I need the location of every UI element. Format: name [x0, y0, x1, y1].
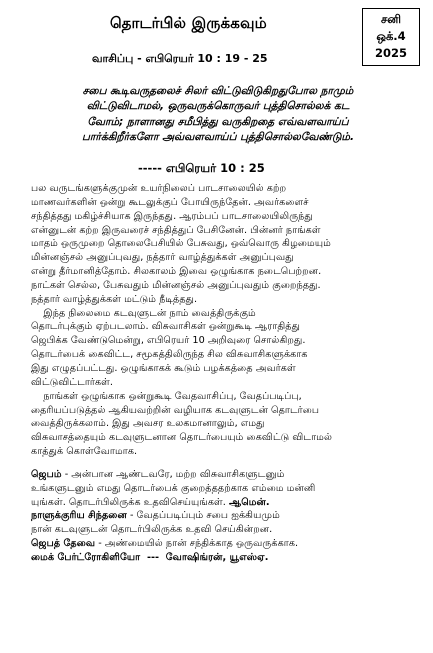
body-line: என்னுடன் கற்ற இருவரைச் சந்தித்துப் பேசினேன். பின்னர் நாங்கள் [31, 224, 321, 236]
thought-text: - வேதப்படிப்பும் சபை ஐக்கியமும் [126, 510, 280, 522]
theme-line: சபை கூடிவருதலைச் சிலர் விட்டுவிடுகிறதுபோல நாமும் [82, 85, 354, 97]
body-line: இது எழுதப்பட்டது. ஒழுங்காகக் கூடும் பழக்கத்தை அவர்கள் [31, 362, 296, 374]
body-line: மின்னஞ்சல் அனுப்புவது, நத்தார் வாழ்த்துக்கள் அனுப்புவது [31, 252, 294, 264]
date-day: சனி [380, 12, 402, 26]
prayer-need-label: ஜெபத் தேவை [31, 538, 96, 550]
theme-line: பார்க்கிறீர்களோ அவ்வளவாய்ப் புத்திசொல்லவேண்டும். [82, 131, 354, 144]
body-line: ஜெபிக்க வேண்டுமென்று, எபிரெயர் 10 அறிவுரை சொல்கிறது. [31, 335, 306, 347]
theme-line: விட்டுவிடாமல், ஒருவருக்கொருவர் புத்திசொல்லக் கட [86, 100, 350, 113]
body-line: தொடர்புக்கும் ஏற்படலாம். விசுவாசிகள் ஒன்றுகூடி ஆராதித்து [31, 321, 300, 333]
amen-text: ஆமென். [228, 496, 270, 508]
page-title: தொடர்பில் இருக்கவும் [110, 14, 267, 32]
body-line: தொடர்பைக் கைவிட்ட, சமூகத்திலிருந்த சில விசுவாசிகளுக்காக [31, 349, 308, 361]
date-month: ஒக்.4 [376, 29, 406, 43]
prayer-label: ஜெபம் [31, 468, 62, 480]
thought-label: நாளுக்குரிய சிந்தனை [31, 510, 127, 522]
prayer-text: உங்களுடனும் எமது தொடர்பைக் குறைத்ததற்காக எம்மை மன்னி [31, 482, 316, 494]
thought-text: நான் கடவுளுடன் தொடர்பிலிருக்க உதவி செய்கின்றன. [31, 524, 273, 536]
body-line: வைத்திருக்கலாம். இது அவசர உலகமானாலும், எமது [31, 418, 265, 430]
body-line: நாங்கள் ஒழுங்காக ஒன்றுகூடி வேதவாசிப்பு, வேதப்படிப்பு, [31, 390, 302, 402]
body-line: மாணவர்களின் ஒன்று கூடலுக்குப் போயிருந்தேன். அவர்களைச் [31, 196, 309, 208]
devotional-body [31, 182, 423, 565]
thought-section [31, 509, 423, 537]
body-line: தைரியப்படுத்தல் ஆகியவற்றின் வழியாக கடவுளுடன் தொடர்பை [31, 404, 320, 416]
body-line: சந்தித்தது மகிழ்ச்சியாக இருந்தது. ஆரம்பப் பாடசாலையிலிருந்து [31, 210, 313, 222]
body-line: நத்தார் வாழ்த்துக்கள் மட்டும் நீடித்தது. [31, 293, 198, 305]
body-line: காத்துக் கொள்வோமாக. [31, 446, 138, 458]
body-line: என்று தீர்மானித்தோம். சிலகாலம் இவை ஒழுங்காக நடைபெற்றன. [31, 266, 322, 278]
date-box [362, 8, 420, 66]
body-line: பல வருடங்களுக்குமுன் உயர்நிலைப் பாடசாலையில் கற்ற [31, 183, 287, 194]
body-line: விசுவாசத்தையும் கடவுளுடனான தொடர்பையும் கைவிட்டு விடாமல் [31, 432, 333, 444]
prayer-text: யுங்கள். தொடர்பிலிருக்க உதவிசெய்யுங்கள். [31, 496, 229, 508]
date-year: 2025 [374, 46, 407, 60]
body-line: விட்டுவிட்டார்கள். [31, 376, 113, 388]
reading-reference: வாசிப்பு - எபிரெயர் 10 : 19 - 25 [92, 52, 268, 65]
paragraph-3 [31, 390, 423, 459]
prayer-section [31, 468, 423, 510]
body-line: நாட்கள் செல்ல, பேசுவதும் மின்னஞ்சல் அனுப்புவதும் குறைந்தது. [31, 279, 321, 291]
paragraph-1 [31, 182, 423, 307]
verse-reference: ----- எபிரெயர் 10 : 25 [138, 161, 265, 175]
paragraph-2 [31, 307, 423, 390]
author-line [31, 551, 423, 565]
prayer-need-text: - அண்மையில் நான் சந்திக்காத ஒருவருக்காக. [95, 538, 299, 550]
theme-verse [16, 84, 420, 146]
body-line: இந்த நிலைமை கடவுளுடன் நாம் வைத்திருக்கும் [31, 307, 256, 319]
prayer-text: - அன்பான ஆண்டவரே, மற்ற விசுவாசிகளுடனும் [61, 468, 285, 480]
body-line: மாதம் ஒருமுறை தொலைபேசியில் பேசுவது, ஒவ்வொரு கிழமையும் [31, 238, 331, 250]
author-name: மைக் பேர்ட்ரோகிளியோ [31, 551, 141, 563]
theme-line: வோம்; நாளானது சமீபித்து வருகிறதை எவ்வளவாய்ப் [87, 115, 349, 128]
author-separator: --- [140, 551, 166, 563]
author-place: வோஷிங்ரன், யூஎஸ்ஏ. [165, 551, 269, 563]
prayer-need-section [31, 537, 423, 551]
